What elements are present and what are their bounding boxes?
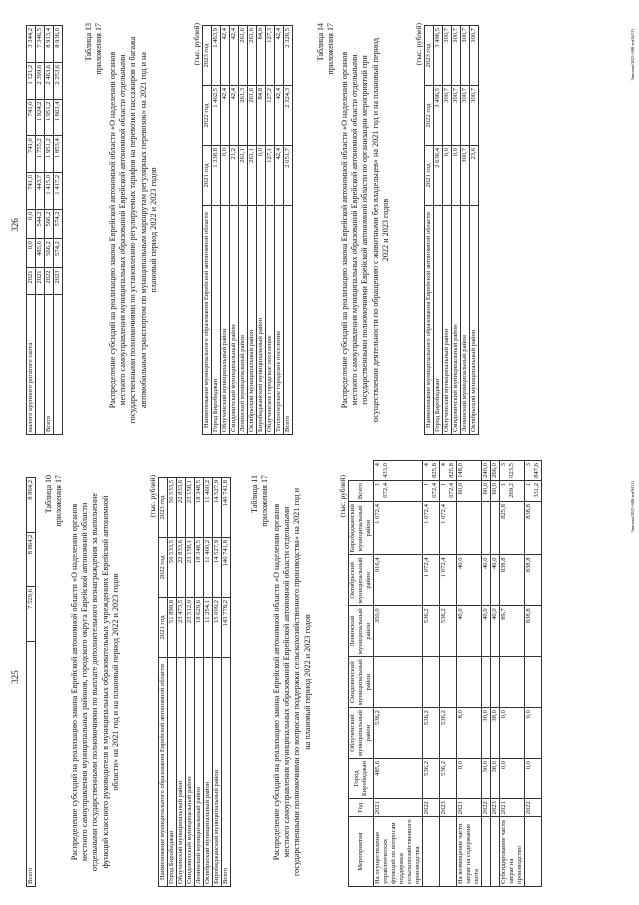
- table-cell: [423, 657, 440, 708]
- table-cell: 566,2: [45, 239, 54, 268]
- table-row: [491, 461, 500, 887]
- table-cell: 261,1: [248, 145, 257, 205]
- column-header: Наименование муниципального образования Еврейской автономной области: [425, 205, 434, 434]
- column-header: Мероприятия: [349, 817, 374, 887]
- table-cell: 2023: [440, 799, 457, 817]
- table-row: [461, 26, 470, 435]
- table-cell: [482, 657, 491, 708]
- table-cell: 3 847,6: [525, 461, 542, 481]
- table-14-title: Распределение субсидий на реализацию закона Еврейской автономной области «О наделении органов местного самоуправления муниципальных образований Еврейской автономной области отдельными государственными полномочиями Еврейской автономной области по организации мероприятий при осуществлении деятельности по обращению с животными без владельцев» на 2021 год и на плановый период 2022 и 2023 годов: [340, 37, 390, 423]
- table-11: [348, 460, 542, 887]
- table-cell: 1 924,2: [36, 99, 45, 136]
- table-row: [45, 26, 54, 435]
- table-cell: 11 460,2: [204, 478, 213, 538]
- table-cell: Всего: [222, 657, 231, 886]
- table-cell: 42,4: [275, 145, 284, 205]
- table-cell: 127,1: [266, 145, 275, 205]
- column-header: Наименование муниципального образования Еврейской автономной области: [203, 205, 212, 434]
- table-cell: 143 778,2: [222, 597, 231, 657]
- table-row: [212, 26, 221, 435]
- table-cell: Облученский муниципальный район: [177, 657, 186, 886]
- table-row: [36, 26, 45, 435]
- table-row: [186, 478, 195, 887]
- table-cell: 21,2: [230, 145, 239, 205]
- table-cell: [482, 502, 491, 555]
- table-cell: 7 346,5: [36, 26, 45, 63]
- table-cell: 8 936,0: [54, 26, 63, 63]
- column-header: 2023 год: [425, 26, 434, 86]
- column-header: Ленинский муниципальный район: [349, 606, 374, 657]
- table-row: [374, 461, 423, 887]
- table-cell: 1 072,4: [374, 480, 423, 501]
- table-cell: 485,6: [36, 239, 45, 268]
- table-cell: 2022: [423, 799, 440, 817]
- table-cell: 2 324,3: [284, 86, 293, 146]
- table-cell: 11 254,1: [204, 597, 213, 657]
- table-cell: 566,2: [45, 209, 54, 238]
- table-cell: 838,8: [525, 606, 542, 657]
- table-cell: [491, 817, 500, 887]
- page-325: [0, 463, 639, 887]
- table-header-row: [203, 26, 212, 435]
- table-cell: 84,9: [257, 26, 266, 86]
- table-cell: 261,6: [239, 26, 248, 86]
- table-cell: [482, 817, 491, 887]
- table-cell: 84,8: [257, 86, 266, 146]
- column-header: Облученский муниципальный район: [349, 708, 374, 759]
- table-14: [424, 25, 479, 435]
- table-cell: 2023: [491, 799, 500, 817]
- table-cell: Облученский муниципальный район: [443, 205, 452, 434]
- table-cell: 300,7: [443, 86, 452, 146]
- table-cell: 300,7: [461, 86, 470, 146]
- table-row: [230, 26, 239, 435]
- table-cell: 3 496,5: [434, 26, 443, 86]
- table-10-units: (тыс. рублей): [148, 475, 157, 518]
- table-cell: [525, 657, 542, 708]
- table-cell: [457, 502, 482, 555]
- table-cell: 574,2: [54, 239, 63, 268]
- table-cell: 536,2: [423, 758, 440, 798]
- table-row: Всего 7 529,6 8 864,2 8 864,2: [27, 478, 36, 887]
- table-row: [423, 461, 440, 887]
- column-header: 2021 год: [425, 145, 434, 205]
- table-cell: Всего: [45, 295, 54, 435]
- table-cell: 50 533,5: [168, 538, 177, 598]
- table-cell: 1 755,2: [36, 136, 45, 173]
- table-cell: 536,2: [440, 758, 457, 798]
- table-cell: 3 344,2: [27, 26, 36, 63]
- table-row: [443, 26, 452, 435]
- table-cell: 0,0: [500, 758, 525, 798]
- table-row: [275, 26, 284, 435]
- table-cell: 2 326,5: [284, 26, 293, 86]
- table-cell: 42,4: [221, 86, 230, 146]
- table-cell: 2 399,6: [36, 62, 45, 99]
- table-cell: 18 629,6: [195, 597, 204, 657]
- table-cell: 2021: [36, 268, 45, 295]
- table-cell: Ленинский муниципальный район: [195, 657, 204, 886]
- table-cell: малого крупного рогатого скота: [27, 295, 36, 435]
- table-cell: 1 951,2: [45, 99, 54, 136]
- table-cell: 4 825,8: [440, 461, 457, 481]
- column-header: 2022 год: [425, 86, 434, 146]
- page-footer: Зиноева/2021-608-ит(0411): [630, 29, 635, 81]
- table-cell: [440, 657, 457, 708]
- top-total-table: [26, 477, 36, 887]
- page-326: [0, 15, 639, 435]
- table-cell: 2 463,6: [45, 62, 54, 99]
- table-cell: 60,0: [491, 480, 500, 501]
- column-header: Смидовичский муниципальный район: [349, 657, 374, 708]
- table-cell: 0,0: [257, 145, 266, 205]
- table-cell: Биробиджанский муниципальный район: [257, 205, 266, 434]
- table-cell: 11 460,2: [204, 538, 213, 598]
- table-cell: 2 253,6: [54, 62, 63, 99]
- table-row: [434, 26, 443, 435]
- table-cell: 1 338,8: [212, 145, 221, 205]
- table-10-title: Распределение субсидий на реализацию закона Еврейской автономной области «О наделении органов местного самоуправления муниципальных районов, городского округа Еврейской автономной области отдельными государственными полномочиями по выплате дополнительного вознаграждения за выполнение функций классного руководителя в муниципальных образовательных учреждениях Еврейской автономной области» на 2021 год и на плановый период 2022 и 2023 годов: [70, 493, 120, 871]
- table-cell: Биробиджанский муниципальный район: [213, 657, 222, 886]
- table-cell: Всего: [284, 205, 293, 434]
- table-cell: Город Биробиджан: [434, 205, 443, 434]
- column-header: 2023 год: [159, 478, 168, 538]
- table-cell: 4 433,0: [374, 461, 423, 481]
- table-cell: 536,2: [440, 606, 457, 657]
- table-cell: 0,0: [500, 708, 525, 759]
- table-cell: 261,3: [239, 86, 248, 146]
- table-row: [257, 26, 266, 435]
- table-cell: 261,1: [239, 145, 248, 205]
- table-cell: 8 913,4: [45, 26, 54, 63]
- table-cell: 443,7: [36, 172, 45, 209]
- table-row: [213, 478, 222, 887]
- table-14-ref: Таблица 14 приложения 17: [316, 23, 335, 75]
- table-cell: 825,8: [500, 502, 525, 555]
- table-cell: [374, 657, 423, 708]
- table-cell: Смидовичский муниципальный район: [452, 205, 461, 434]
- page-number: 325: [10, 670, 20, 684]
- table-cell: [36, 295, 45, 435]
- column-header: Биробиджанский муниципальный район: [349, 502, 374, 555]
- table-cell: 300,7: [443, 26, 452, 86]
- table-cell: 0,0: [457, 758, 482, 798]
- table-cell: 140 741,8: [222, 478, 231, 538]
- table-cell: Смидовичский муниципальный район: [230, 205, 239, 434]
- table-cell: 1 463,9: [212, 26, 221, 86]
- table-cell: [440, 817, 457, 887]
- column-header: 2021 год: [203, 145, 212, 205]
- table-cell: 2021: [500, 799, 525, 817]
- table-cell: 1 462,5: [212, 86, 221, 146]
- table-cell: 14 527,9: [213, 538, 222, 598]
- table-cell: Город Биробиджан: [168, 657, 177, 886]
- table-header-row: [425, 26, 434, 435]
- table-row: [500, 461, 525, 887]
- table-11-ref: Таблица 11 приложения 17: [250, 475, 269, 527]
- column-header: Год: [349, 799, 374, 817]
- table-cell: 40,0: [482, 555, 491, 606]
- table-cell: 574,2: [54, 209, 63, 238]
- table-13: [202, 25, 293, 435]
- table-row: [284, 26, 293, 435]
- table-cell: 300,7: [470, 26, 479, 86]
- table-cell: Облученский муниципальный район: [221, 205, 230, 434]
- table-cell: 1 072,4: [440, 480, 457, 501]
- table-13-ref: Таблица 13 приложения 17: [84, 23, 103, 75]
- table-cell: 8,0: [457, 708, 482, 759]
- table-cell: 60,0: [457, 480, 482, 501]
- table-10-ref: Таблица 10 приложения 17: [44, 475, 63, 527]
- table-cell: 300,7: [470, 86, 479, 146]
- table-cell: 2021: [457, 799, 482, 817]
- table-row: [457, 461, 482, 887]
- table-cell: 42,4: [275, 86, 284, 146]
- table-cell: 148,0: [457, 461, 482, 481]
- table-cell: [491, 657, 500, 708]
- table-13-title: Распределение субсидий на реализацию закона Еврейской автономной области «О наделении органов местного самоуправления муниципальных образований Еврейской автономной области отдельными государственными полномочиями по установлению регулируемых тарифов на перевозки пассажиров и багажа автомобильным транспортом по муниципальным маршрутам регулярных перевозок» на 2021 год и на плановый период 2022 и 2023 годов: [108, 36, 158, 424]
- table-row: [482, 461, 491, 887]
- table-row: [221, 26, 230, 435]
- table-cell: 23 158,1: [186, 478, 195, 538]
- table-row: [168, 478, 177, 887]
- table-header-row: [349, 461, 374, 887]
- column-header: Город Биробиджан: [349, 758, 374, 798]
- table-cell: [500, 657, 525, 708]
- table-cell: 23 473,5: [177, 597, 186, 657]
- table-13-units: (тыс. рублей): [192, 23, 201, 66]
- table-cell: 2021: [27, 268, 36, 295]
- table-cell: 15 009,2: [213, 597, 222, 657]
- table-cell: 544,2: [36, 209, 45, 238]
- table-cell: 30,0: [482, 708, 491, 759]
- table-cell: 0,0: [452, 145, 461, 205]
- table-cell: 1 951,2: [45, 136, 54, 173]
- table-cell: 30,0: [482, 758, 491, 798]
- table-cell: На возмещение части затрат на содержание скота: [457, 817, 482, 887]
- table-cell: [491, 502, 500, 555]
- table-cell: 1 853,4: [54, 136, 63, 173]
- table-cell: 0,0: [221, 145, 230, 205]
- table-cell: 261,6: [248, 86, 257, 146]
- table-cell: 23 512,0: [186, 597, 195, 657]
- table-cell: Город Биробиджан: [212, 205, 221, 434]
- table-cell: 536,2: [440, 708, 457, 759]
- table-cell: 0,0: [27, 209, 36, 238]
- column-header: 2022 год: [159, 538, 168, 598]
- table-cell: 38,0: [491, 708, 500, 759]
- table-cell: 1 072,4: [374, 502, 423, 555]
- table-row: [470, 26, 479, 435]
- table-row: [452, 26, 461, 435]
- table-cell: 40,0: [457, 606, 482, 657]
- table-cell: Октябрьский муниципальный район: [470, 205, 479, 434]
- table-cell: 1 072,4: [440, 502, 457, 555]
- table-cell: 838,8: [525, 555, 542, 606]
- column-header: 2021 год: [159, 597, 168, 657]
- table-cell: 261,6: [248, 26, 257, 86]
- table-row: [239, 26, 248, 435]
- table-row: [177, 478, 186, 887]
- table-cell: 2023: [54, 268, 63, 295]
- table-cell: 40,0: [491, 555, 500, 606]
- table-cell: 50 533,5: [168, 478, 177, 538]
- table-cell: 42,4: [230, 26, 239, 86]
- table-cell: 38,0: [491, 758, 500, 798]
- table-cell: 838,8: [525, 502, 542, 555]
- table-cell: 23 158,1: [186, 538, 195, 598]
- table-cell: Теплоозерское городское поселение: [275, 205, 284, 434]
- table-cell: 42,4: [230, 86, 239, 146]
- table-cell: 14 527,9: [213, 478, 222, 538]
- table-cell: 350,0: [374, 606, 423, 657]
- table-cell: 2022: [525, 799, 542, 817]
- table-cell: 741,0: [27, 172, 36, 209]
- table-cell: 485,6: [374, 758, 423, 798]
- table-cell: 18 348,5: [195, 538, 204, 598]
- table-row: [195, 478, 204, 887]
- table-cell: 0,0: [525, 758, 542, 798]
- table-cell: 22 833,6: [177, 478, 186, 538]
- table-cell: Ленинский муниципальный район: [461, 205, 470, 434]
- table-14-units: (тыс. рублей): [414, 23, 423, 66]
- table-cell: 4 825,8: [423, 461, 440, 481]
- table-header-row: [159, 478, 168, 887]
- table-cell: [457, 657, 482, 708]
- column-header: Всего: [349, 480, 374, 501]
- page-number: 326: [10, 218, 20, 232]
- table-row: [525, 461, 542, 887]
- table-cell: 1 072,4: [440, 555, 457, 606]
- table-cell: 300,7: [452, 26, 461, 86]
- table-cell: 127,3: [266, 26, 275, 86]
- table-cell: 1 331,2: [525, 480, 542, 501]
- table-cell: 240,0: [482, 461, 491, 481]
- table-cell: 300,7: [461, 145, 470, 205]
- table-cell: 536,2: [374, 708, 423, 759]
- table-cell: 89,7: [500, 606, 525, 657]
- table-cell: Субсидирование части затрат на производство: [500, 817, 525, 887]
- table-cell: 51 899,8: [168, 597, 177, 657]
- table-cell: 60,0: [482, 480, 491, 501]
- table-11-title: Распределение субсидий на реализацию закона Еврейской автономной области «О наделении органов местного самоуправления муниципальных образований Еврейской автономной области отдельными государственными полномочиями по вопросам поддержки сельскохозяйственного производства» на 2021 год и на плановый период 2022 и 2023 годов: [272, 487, 312, 877]
- table-cell: 2022: [482, 799, 491, 817]
- table-cell: 40,0: [491, 606, 500, 657]
- table-cell: 0,0: [443, 145, 452, 205]
- table-cell: [525, 817, 542, 887]
- column-header: 2022 год: [203, 86, 212, 146]
- table-cell: 40,0: [482, 606, 491, 657]
- table-cell: 2022: [45, 268, 54, 295]
- table-cell: На осуществление управленческих функций по вопросам поддержки сельскохозяйственного производства: [374, 817, 423, 887]
- table-cell: 1 072,4: [423, 555, 440, 606]
- table-row: [440, 461, 457, 887]
- table-cell: 40,0: [457, 555, 482, 606]
- table-row: [248, 26, 257, 435]
- table-row: [204, 478, 213, 887]
- table-cell: 2021: [374, 799, 423, 817]
- table-cell: 1 417,2: [54, 172, 63, 209]
- table-cell: 300,7: [461, 26, 470, 86]
- table-row: [27, 26, 36, 435]
- table-cell: 2 636,4: [434, 145, 443, 205]
- table-cell: 741,0: [27, 136, 36, 173]
- table-cell: 42,4: [275, 26, 284, 86]
- table-row: [222, 478, 231, 887]
- table-11-units: (тыс. рублей): [338, 475, 347, 518]
- table-cell: 3 023,5: [500, 461, 525, 481]
- column-header: Октябрьский муниципальный район: [349, 555, 374, 606]
- table-cell: Октябрьский муниципальный район: [204, 657, 213, 886]
- table-cell: 1 072,4: [423, 502, 440, 555]
- table-cell: 127,2: [266, 86, 275, 146]
- table-cell: 536,2: [423, 708, 440, 759]
- table-10: [158, 477, 231, 887]
- table-cell: 536,2: [423, 606, 440, 657]
- page-footer: Зиноева/2021-608-ит(0411): [630, 481, 635, 533]
- table-row: [266, 26, 275, 435]
- table-cell: 1 121,2: [27, 62, 36, 99]
- table-cell: [54, 295, 63, 435]
- table-cell: Облученское городское поселение: [266, 205, 275, 434]
- table-cell: 1 415,0: [45, 172, 54, 209]
- table-cell: 0,0: [525, 708, 542, 759]
- table-cell: [423, 817, 440, 887]
- table-cell: 266,0: [491, 461, 500, 481]
- table-cell: 23,6: [470, 145, 479, 205]
- table-cell: 0,0: [27, 239, 36, 268]
- table-cell: 18 348,5: [195, 478, 204, 538]
- column-header: 2023 год: [203, 26, 212, 86]
- table-row: [54, 26, 63, 435]
- table-cell: 140 741,8: [222, 538, 231, 598]
- table-cell: 741,0: [27, 99, 36, 136]
- table-cell: Октябрьский муниципальный район: [248, 205, 257, 434]
- table-cell: 2 051,7: [284, 145, 293, 205]
- table-cell: 1 863,4: [54, 99, 63, 136]
- table-cell: 1 072,4: [423, 480, 440, 501]
- table-cell: 916,4: [374, 555, 423, 606]
- table-cell: 22 833,6: [177, 538, 186, 598]
- table-cell: 3 496,5: [434, 86, 443, 146]
- table-cell: Ленинский муниципальный район: [239, 205, 248, 434]
- table-cell: 42,4: [221, 26, 230, 86]
- table-cell: Смидовичский муниципальный район: [186, 657, 195, 886]
- continued-table: [26, 25, 63, 435]
- table-cell: 838,8: [500, 555, 525, 606]
- table-cell: 1 269,2: [500, 480, 525, 501]
- table-cell: 300,7: [452, 86, 461, 146]
- column-header: Наименование муниципального образования Еврейской автономной области: [159, 657, 168, 886]
